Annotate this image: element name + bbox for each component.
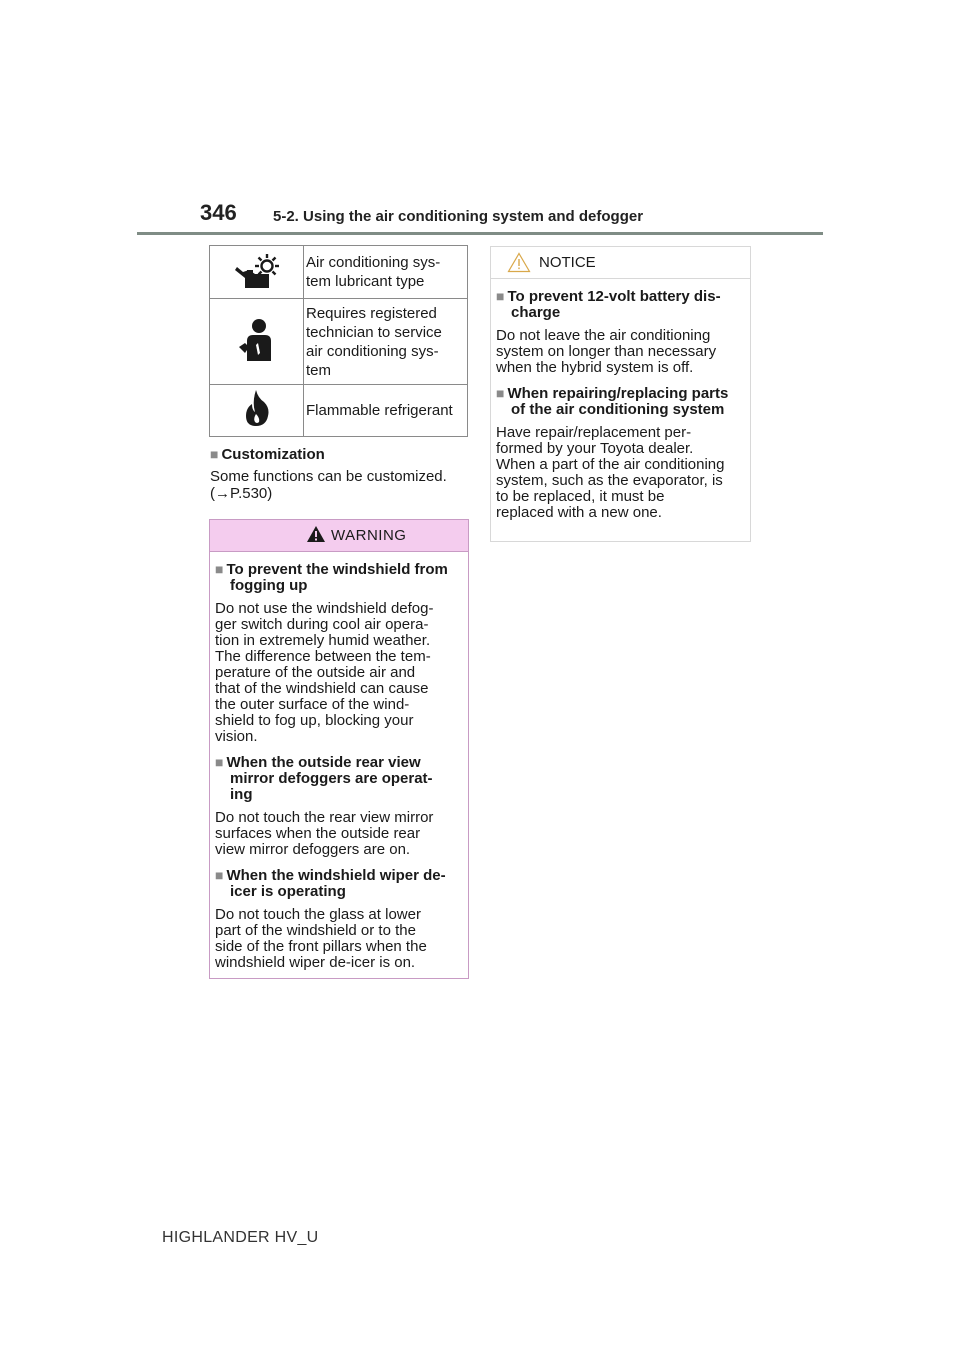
symbol-text-line: Flammable refrigerant	[306, 402, 453, 419]
symbol-row	[210, 385, 468, 437]
flammable-flame-icon	[242, 388, 272, 428]
symbol-table	[209, 245, 468, 437]
notice-label: NOTICE	[539, 254, 596, 271]
symbol-text-line: Air conditioning sys- tem lubricant type	[306, 254, 441, 290]
section-title: 5-2. Using the air conditioning system and defogger	[273, 208, 644, 225]
warning-section	[215, 867, 463, 971]
warning-box	[209, 519, 469, 979]
notice-section-text: Do not leave the air conditioning system on longer than necessary when the hybrid system is off.	[496, 327, 717, 376]
warning-triangle-icon	[306, 525, 326, 543]
symbol-text	[304, 299, 468, 385]
registered-technician-icon	[237, 317, 277, 361]
notice-box	[490, 246, 751, 542]
lubricant-oil-can-icon	[231, 250, 283, 290]
warning-section-heading	[215, 867, 463, 900]
notice-section	[496, 288, 745, 376]
square-bullet-icon: ■	[215, 561, 224, 577]
header-rule	[137, 232, 823, 235]
footer-model: HIGHLANDER HV_U	[162, 1229, 319, 1246]
warning-body	[210, 561, 468, 971]
warning-section-text: Do not touch the glass at lower part of the windshield or to the side of the front pillars when the windshield wiper de-icer is on.	[215, 906, 427, 971]
page-number: 346	[200, 200, 237, 225]
symbol-text	[304, 385, 468, 437]
square-bullet-icon: ■	[215, 754, 224, 770]
notice-section-heading	[496, 385, 745, 418]
warning-header	[210, 520, 468, 552]
notice-section	[496, 385, 745, 521]
warning-section-text: Do not touch the rear view mirror surfaces when the outside rear view mirror defoggers are on.	[215, 809, 434, 858]
symbol-icon-cell	[210, 299, 304, 385]
customization-heading	[210, 446, 325, 463]
symbol-icon-cell	[210, 246, 304, 299]
warning-section-heading-text: When the windshield wiper de-icer is operating	[226, 867, 446, 900]
warning-section-text: Do not use the windshield defog- ger switch during cool air opera- tion in extremely humid weather. The difference between the tem- perature of the outside air and that of the windshield can cause the outer surface of the wind- shield to fog up, blocking your vision.	[215, 600, 434, 745]
notice-section-heading	[496, 288, 745, 321]
customization-text: Some functions can be customized. (→P.530)	[210, 468, 447, 502]
square-bullet-icon: ■	[210, 446, 219, 462]
warning-section	[215, 754, 463, 858]
symbol-row	[210, 299, 468, 385]
notice-triangle-icon	[507, 252, 531, 273]
symbol-text-line: Requires registered technician to service air conditioning sys- tem	[306, 304, 442, 379]
warning-section-heading-text: When the outside rear view mirror defoggers are operat- ing	[226, 754, 433, 803]
square-bullet-icon: ■	[496, 385, 505, 401]
page-header	[0, 0, 960, 240]
square-bullet-icon: ■	[215, 867, 224, 883]
warning-section-heading	[215, 754, 463, 803]
symbol-text	[304, 246, 468, 299]
customization-heading-text: Customization	[221, 446, 325, 463]
warning-label: WARNING	[331, 527, 407, 544]
notice-section-text: Have repair/replacement per- formed by your Toyota dealer. When a part of the air conditioning system, such as the evaporator, is to be replaced, it must be replaced with a new one.	[496, 424, 725, 521]
square-bullet-icon: ■	[496, 288, 505, 304]
warning-section-heading	[215, 561, 463, 594]
symbol-icon-cell	[210, 385, 304, 437]
notice-section-heading-text: To prevent 12-volt battery dis- charge	[507, 288, 721, 321]
notice-header	[491, 247, 750, 279]
notice-body	[491, 288, 750, 521]
notice-section-heading-text: When repairing/replacing parts of the air conditioning system	[507, 385, 729, 418]
warning-section	[215, 561, 463, 745]
symbol-row	[210, 246, 468, 299]
warning-section-heading-text: To prevent the windshield from fogging up	[226, 561, 448, 594]
